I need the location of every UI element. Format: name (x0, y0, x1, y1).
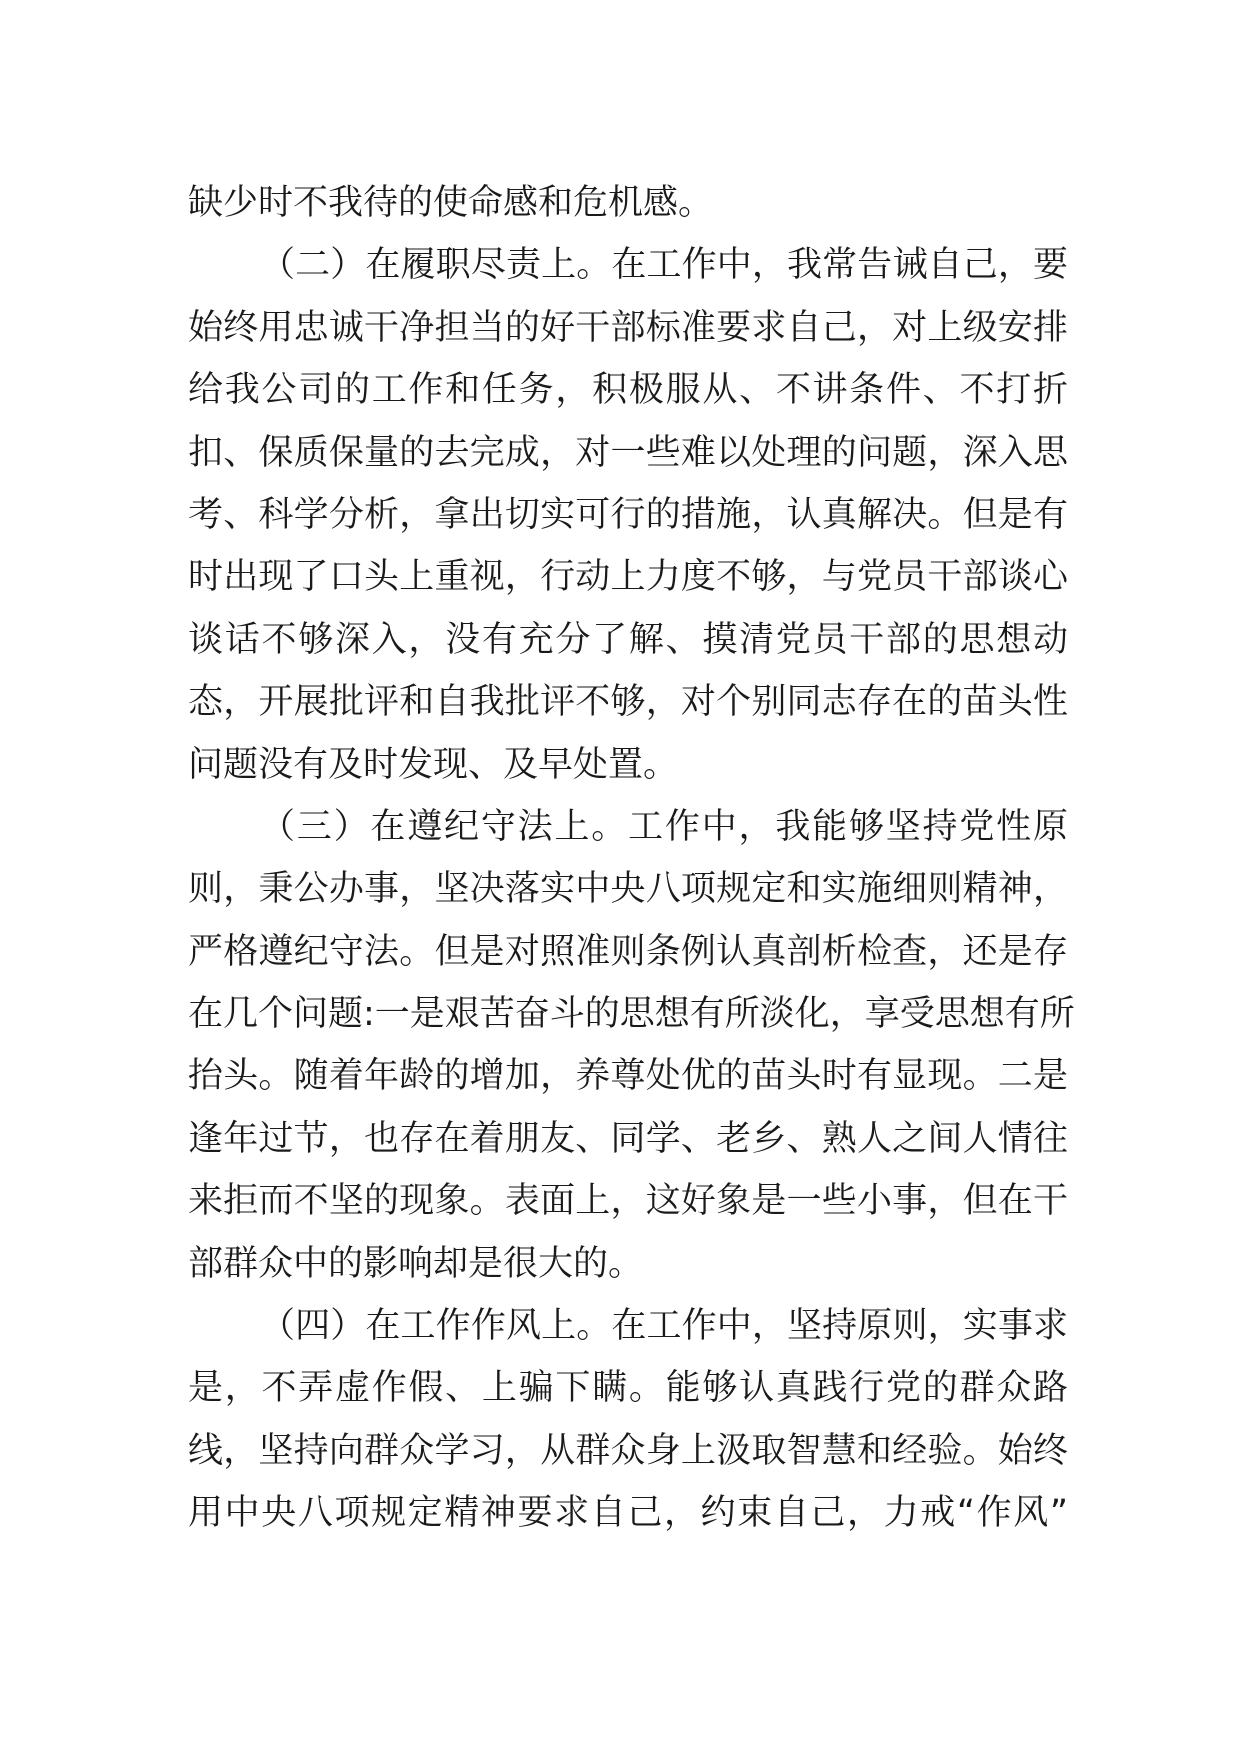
section-heading-line: （四）在工作作风上。在工作中，坚持原则，实事求 (260, 1306, 1068, 1347)
text-line: 态，开展批评和自我批评不够，对个别同志存在的苗头性 (188, 682, 1068, 723)
text-line: 逢年过节，也存在着朋友、同学、老乡、熟人之间人情往 (188, 1118, 1068, 1159)
text-line: 扣、保质保量的去完成，对一些难以处理的问题，深入思 (188, 432, 1068, 473)
body-text (188, 172, 1075, 1545)
text-line: 部群众中的影响却是很大的。 (188, 1243, 644, 1284)
text-line: 谈话不够深入，没有充分了解、摸清党员干部的思想动 (188, 619, 1068, 660)
text-line: 始终用忠诚干净担当的好干部标准要求自己，对上级安排 (188, 307, 1068, 348)
text-line: 抬头。随着年龄的增加，养尊处优的苗头时有显现。二是 (188, 1056, 1068, 1097)
text-line: 来拒而不坚的现象。表面上，这好象是一些小事，但在干 (188, 1181, 1068, 1222)
text-line: 是，不弄虚作假、上骗下瞒。能够认真践行党的群众路 (188, 1368, 1068, 1409)
text-line: 考、科学分析，拿出切实可行的措施，认真解决。但是有 (188, 494, 1068, 535)
text-line: 问题没有及时发现、及早处置。 (188, 744, 679, 785)
text-line: 用中央八项规定精神要求自己，约束自己，力戒“作风” (188, 1493, 1068, 1534)
text-line: 则，秉公办事，坚决落实中央八项规定和实施细则精神， (188, 869, 1068, 910)
text-line: 时出现了口头上重视，行动上力度不够，与党员干部谈心 (188, 557, 1068, 598)
text-line: 线，坚持向群众学习，从群众身上汲取智慧和经验。始终 (188, 1430, 1068, 1471)
section-heading-line: （二）在履职尽责上。在工作中，我常告诫自己，要 (260, 245, 1068, 286)
text-line: 严格遵纪守法。但是对照准则条例认真剖析检查，还是存 (188, 931, 1068, 972)
text-line: 在几个问题:一是艰苦奋斗的思想有所淡化，享受思想有所 (188, 994, 1075, 1035)
text-line: 缺少时不我待的使命感和危机感。 (188, 183, 714, 223)
section-heading-line: （三）在遵纪守法上。工作中，我能够坚持党性原 (260, 806, 1068, 847)
text-line: 给我公司的工作和任务，积极服从、不讲条件、不打折 (188, 370, 1068, 411)
